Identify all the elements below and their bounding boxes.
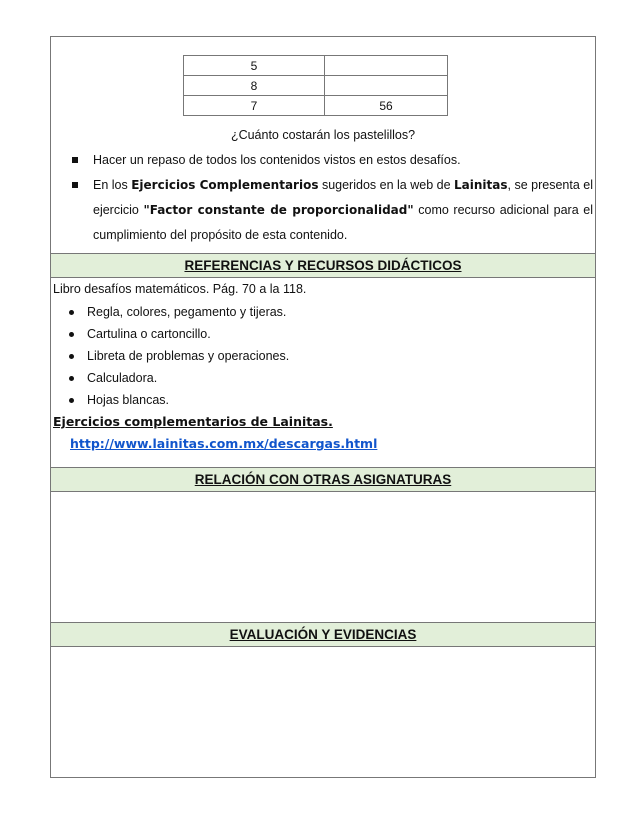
table-cell: 5: [184, 56, 325, 76]
text-span: En los: [93, 178, 132, 192]
list-item: Hojas blancas.: [65, 389, 289, 411]
section-title: RELACIÓN CON OTRAS ASIGNATURAS: [194, 472, 452, 487]
text-span: como recurso adicional para el: [413, 203, 593, 217]
relation-header: [51, 468, 595, 492]
activities-cell: [51, 37, 595, 254]
evaluation-header: [51, 623, 595, 647]
price-table: [183, 55, 448, 116]
resources-list: [65, 301, 289, 411]
list-item: [63, 148, 593, 173]
list-item: Calculadora.: [65, 367, 289, 389]
list-item-line: cumplimiento del propósito de esta contenido.: [93, 228, 348, 242]
question-text: ¿Cuánto costarán los pastelillos?: [230, 128, 416, 142]
bold-text: Ejercicios Complementarios: [131, 178, 319, 192]
book-reference: Libro desafíos matemáticos. Pág. 70 a la 118.: [53, 282, 307, 296]
list-item: Regla, colores, pegamento y tijeras.: [65, 301, 289, 323]
bold-text: Lainitas: [454, 178, 508, 192]
lainitas-link[interactable]: http://www.lainitas.com.mx/descargas.html: [70, 436, 378, 451]
references-cell: [51, 278, 595, 468]
list-item: Cartulina o cartoncillo.: [65, 323, 289, 345]
table-cell: 7: [184, 96, 325, 116]
table-row: [184, 76, 448, 96]
table-cell: 8: [184, 76, 325, 96]
table-cell: [325, 76, 448, 96]
exercises-title: Ejercicios complementarios de Lainitas.: [53, 414, 333, 429]
list-item-line: [93, 198, 593, 223]
bold-text: "Factor constante de proporcionalidad": [143, 203, 414, 217]
relation-cell: [51, 492, 595, 623]
text-span: , se presenta el: [507, 178, 594, 192]
list-item-text: Hacer un repaso de todos los contenidos vistos en estos desafíos.: [93, 153, 461, 167]
table-cell: [325, 56, 448, 76]
text-span: ejercicio: [93, 203, 144, 217]
section-title: REFERENCIAS Y RECURSOS DIDÁCTICOS: [184, 258, 462, 273]
table-row: [184, 56, 448, 76]
table-cell: 56: [325, 96, 448, 116]
activities-list: [63, 148, 593, 248]
references-header: [51, 254, 595, 278]
list-item: Libreta de problemas y operaciones.: [65, 345, 289, 367]
lesson-plan-table: [50, 36, 596, 778]
list-item: [63, 173, 593, 248]
evaluation-cell: [51, 647, 595, 777]
list-item-line: [93, 173, 593, 198]
section-title: EVALUACIÓN Y EVIDENCIAS: [229, 627, 417, 642]
text-span: sugeridos en la web de: [318, 178, 455, 192]
table-row: [184, 96, 448, 116]
